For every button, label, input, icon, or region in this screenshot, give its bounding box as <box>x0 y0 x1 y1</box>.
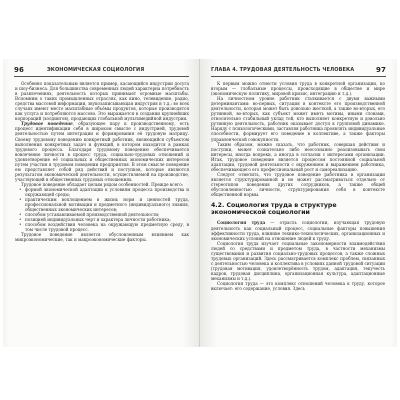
page-number: 96 <box>14 66 24 74</box>
page-number: 97 <box>376 66 386 74</box>
paragraph: Социология труда изучает социальные закономерности взаимодействия людей со средствами и предметом труда, в частности механизмы существования и развития социально-трудовых процессов, а также сложных трудовых организаций. Здесь рассматривается комплекс проблем, связанных с деятельностью человека и коллектива в условиях данной трудовой ситуации (трудовая мотивация, удовлетворённость трудом, адаптация, текучесть кадров, трудовая дисциплина, организационная культура, адаптационные механизмы и т.д.). <box>211 240 385 281</box>
list-item: • формой экономической адаптации к условиям процесса производства и окружающей среды; <box>25 187 189 197</box>
paragraph <box>15 121 189 182</box>
paragraph-text: , образующее пару к производственному, есть процесс идентификации себя в широком смысле с индустрией, трудовой деятельностью путем интеграции и формирования её трудовую матрицу. Своему трудовому поведению конкретный работник, являющийся субъектом выполнения конкретных задач и функций, в котором находится в рамках трудового процесса. Благодаря трудовому поведению обеспечивается вовлечение личности в процесс труда, социально-трудовых отношений и удовлетворение её социальных и общественных экономических интересов путем участия в трудовом поведении предприятия. В этом смысле поведение ею представляет собой ряд действий и поступков, которые являются результатом экономической деятельности, осуществляемой на производстве, участвующей в общественных трудовых отношениях. <box>15 121 189 182</box>
right-page <box>200 59 397 347</box>
list-item: • способом воздействия человека на окружающую предметную среду, в том числе трудовой процесс. <box>25 222 189 232</box>
term: Социология труда <box>217 220 266 226</box>
paragraph: Таким образом, можно сказать, что работник, совершая действия и поступки, может сознательно либо неосознанно реализовывать свои интересы, иногда вопреки, а иногда в согласии с интересами организации. Итак, трудовое поведение является процессом постоянной социальной адаптации, трудовой деятельности с окружением и выражением работника, обеспечивающего его профессиональный рост и самореализацию. <box>211 141 385 172</box>
list-item: • способом устанавливаемой производственной деятельности; <box>25 212 189 217</box>
open-book <box>3 59 397 347</box>
paragraph: На личностном уровне работник сталкивается с двумя важными детерминантами: во-первых, ситуация в контексте его производственной деятельности, которая может быть довольно жесткой, а также во-вторых, его рутинной, во-вторых, как субъект может иметь мотивы, иными словами, относительно стабильный уклад той, кто выполняет конкретную и довольно рутинную деятельность, работник оказывает доступ к групповой динамике. Наряду с психологическими, заставляя работника проявлять индивидуальные способности, формирует его поведение в коллективе, а также факторы управленческой совокупности. <box>211 96 385 142</box>
paragraph <box>211 220 385 240</box>
paragraph: Социология труда — это комплекс отношений человека к труду, которое включает: его содержание, условия. Здесь <box>211 281 385 292</box>
list-item: • позицией индивидуальных черт и характера личности работника; <box>25 217 189 222</box>
right-page-header <box>211 66 386 77</box>
section-title-line: 4.2. Социология труда в структуре <box>211 202 337 210</box>
list-item: • практическим воплощением в жизнь норм и ценностей труда, профессиональной мотивации и предметного (индивидуального) знания, общественных экономических интересов; <box>25 197 189 212</box>
paragraph: Особенно показательным является пример, касающийся индустрии досуга и шоу-бизнеса. Для большинства современных людей характерна потребность в развлечениях, деятельность которых принимает огромные масштабы. Вспомним о таких промышленных отраслях, как кино, телевидение, радио, средства массовой информации, звукозаписывающая индустрия и т.д.: во всех случаях имеют место масштабные объёмы продуктов, которые производятся как услуга и потребляются массово. Это выражается в создании крупнейших корпораций (холдингов), продающих глобальной мультимедийной индустрии. <box>15 81 189 122</box>
running-head: ЭКОНОМИЧЕСКАЯ СОЦИОЛОГИЯ <box>47 67 145 73</box>
left-page-header <box>14 66 189 77</box>
running-head: ГЛАВА 4. ТРУДОВАЯ ДЕЯТЕЛЬНОСТЬ ЧЕЛОВЕКА <box>211 67 355 73</box>
left-page-body <box>15 81 189 341</box>
section-heading <box>211 202 385 216</box>
term: Трудовое поведение <box>21 121 73 127</box>
paragraph: К первым можно отнести условия труда в конкретной организации, ко вторым — глобальные процессы, происходящие в обществе и мире (экономическую политику, мировой кризис, интеграцию и т.д.). <box>211 81 385 97</box>
paragraph-text: — отрасль социологии, изучающая трудовую деятельность как социальный процесс, социальные факторы повышения эффективности труда, влияние технико-технологических, организационных и экономических условий на отношение людей к труду. <box>211 220 386 241</box>
left-page <box>3 59 200 347</box>
paragraph: Следует отметить, что трудовое поведение работника в организации является структурированной и не может рассматриваться отдельно от стереотипов поведения других сотрудников, а также общей обусловленностью личности, структурирования себя в контексте общественной нормы. <box>211 171 385 198</box>
paragraph: Трудовое поведение является обусловленным влиянием как микроэкономические, так и макроэкономические факторы. <box>15 232 189 243</box>
bullet-list <box>15 187 189 232</box>
right-page-body <box>211 81 385 341</box>
paragraph: Трудовое поведение обладает целым рядом особенностей. Прежде всего: <box>21 181 184 187</box>
section-title-line: экономической социологии <box>211 209 310 217</box>
